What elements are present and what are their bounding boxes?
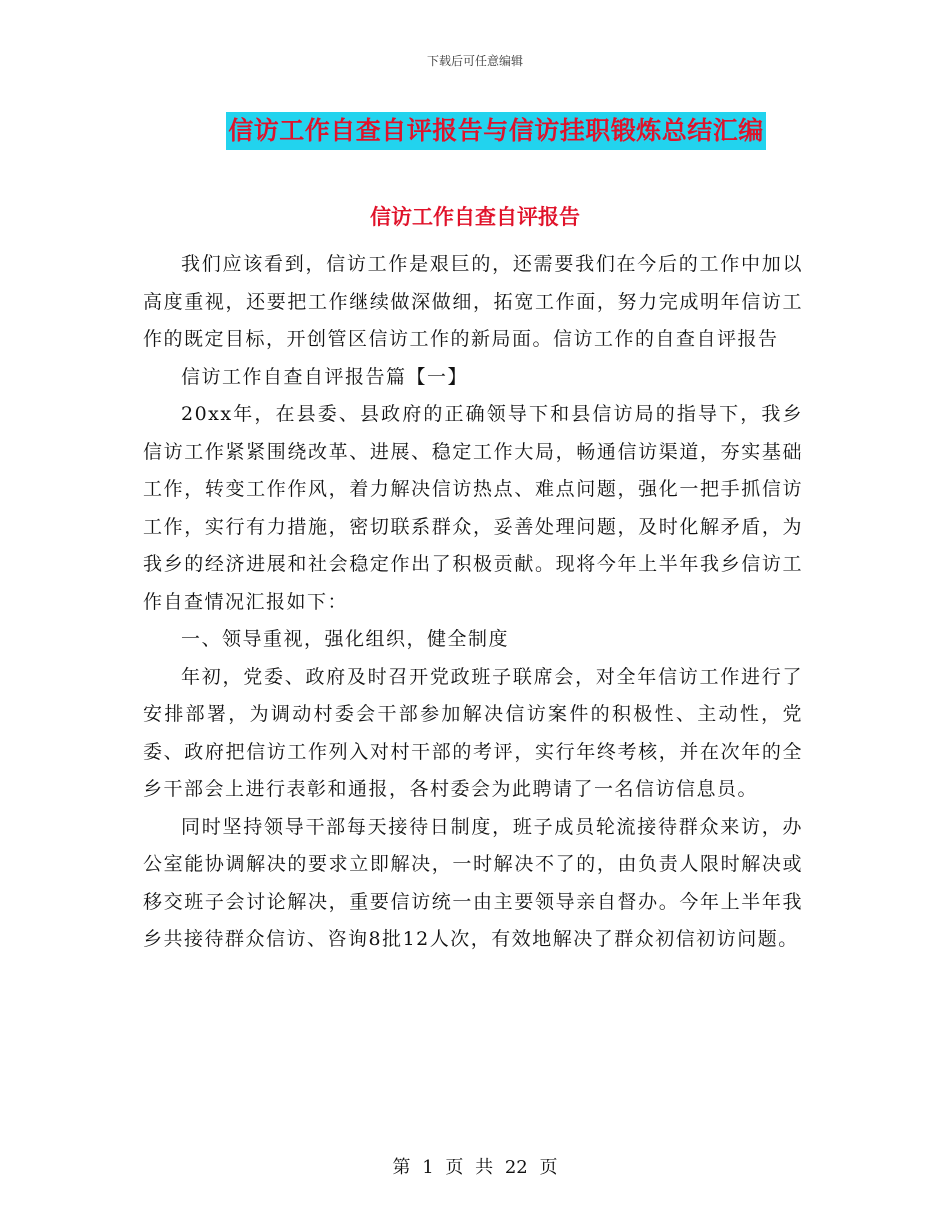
paragraph-leadership: 年初，党委、政府及时召开党政班子联席会，对全年信访工作进行了安排部署，为调动村委会干部参加解决信访案件的积极性、主动性，党委、政府把信访工作列入对村干部的考评，实行年终考核，并在次年的全乡干部会上进行表彰和通报，各村委会为此聘请了一名信访信息员。 <box>143 665 803 800</box>
document-body <box>143 246 803 959</box>
main-title-container <box>0 112 950 150</box>
paragraph-heading-one: 一、领导重视，强化组织，健全制度 <box>181 628 510 650</box>
paragraph-reception: 同时坚持领导干部每天接待日制度，班子成员轮流接待群众来访，办公室能协调解决的要求立即解决，一时解决不了的，由负责人限时解决或移交班子会讨论解决，重要信访统一由主要领导亲自督办。今年上半年我乡共接待群众信访、咨询8批12人次，有效地解决了群众初信初访问题。 <box>143 815 803 950</box>
paragraph-section-heading: 信访工作自查自评报告篇【一】 <box>181 365 469 388</box>
header-note: 下载后可任意编辑 <box>426 54 523 68</box>
main-title: 信访工作自查自评报告与信访挂职锻炼总结汇编 <box>226 112 766 150</box>
section-title: 信访工作自查自评报告 <box>370 205 580 229</box>
paragraph-intro: 我们应该看到，信访工作是艰巨的，还需要我们在今后的工作中加以高度重视，还要把工作继续做深做细，拓宽工作面，努力完成明年信访工作的既定目标，开创管区信访工作的新局面。信访工作的自查自评报告 <box>143 253 803 350</box>
paragraph-summary: 20xx年，在县委、县政府的正确领导下和县信访局的指导下，我乡信访工作紧紧围绕改革、进展、稳定工作大局，畅通信访渠道，夯实基础工作，转变工作作风，着力解决信访热点、难点问题，强化一把手抓信访工作，实行有力措施，密切联系群众，妥善处理问题，及时化解矛盾，为我乡的经济进展和社会稳定作出了积极贡献。现将今年上半年我乡信访工作自查情况汇报如下： <box>143 403 803 613</box>
page-number: 第 1 页 共 22 页 <box>392 1157 558 1178</box>
